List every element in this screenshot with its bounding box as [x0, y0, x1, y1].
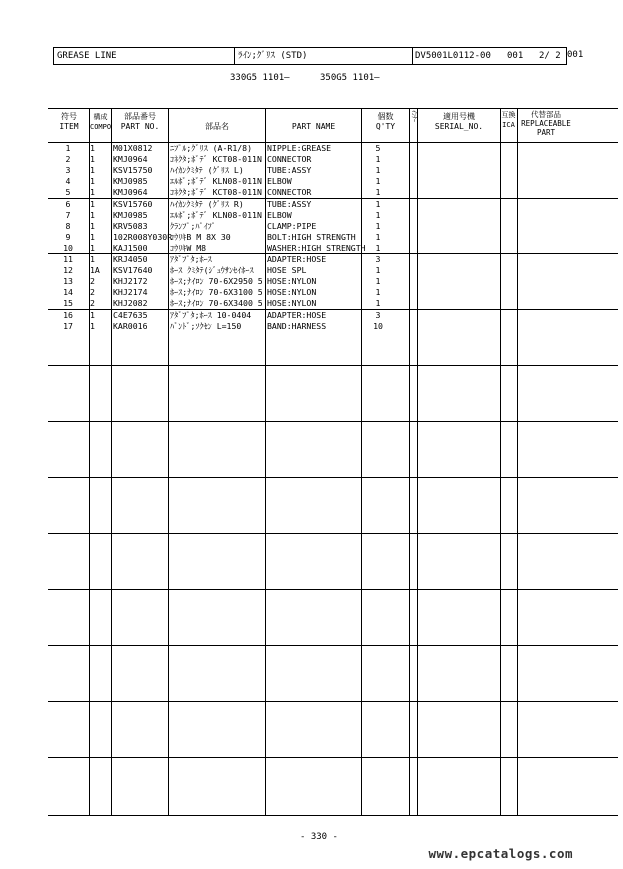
table-row: [0, 287, 623, 298]
part-name: CONNECTOR: [267, 154, 312, 165]
table-row: [0, 232, 623, 243]
compo-code: 1: [90, 320, 95, 331]
compo-code: 1: [90, 176, 95, 187]
table-row: [0, 254, 623, 265]
item-number: 9: [65, 231, 71, 242]
quantity: 1: [375, 287, 381, 298]
table-row: [0, 154, 623, 165]
col-header-qty: 個数 Q'TY: [375, 112, 396, 131]
part-name-jp: ｺﾈｸﾀ;ﾎﾞﾃﾞ KCT08-011N: [170, 154, 262, 165]
item-number: 16: [63, 309, 73, 320]
compo-code: 1: [90, 242, 95, 253]
quantity: 1: [375, 165, 381, 176]
table-row: [0, 243, 623, 254]
table-row: [0, 276, 623, 287]
part-number: KMJ0985: [113, 176, 148, 187]
part-name: WASHER:HIGH STRENGTH: [267, 242, 366, 253]
quantity: 1: [375, 187, 381, 198]
quantity: 1: [375, 176, 381, 187]
compo-code: 1: [90, 209, 95, 220]
table-row: [0, 298, 623, 309]
col-header-jp-name: 部品名: [205, 122, 229, 131]
quantity: 1: [375, 276, 381, 287]
part-name-jp: ｸﾗﾝﾌﾟ;ﾊﾟｲﾌﾟ: [170, 220, 216, 231]
part-name-jp: ｱﾀﾞﾌﾟﾀ;ﾎｰｽ: [170, 254, 212, 264]
item-number: 2: [65, 154, 71, 165]
quantity: 5: [375, 143, 381, 153]
part-name-jp: ﾎｰｽ;ﾅｲﾛﾝ 70-6X3400 5: [170, 298, 263, 309]
part-name-jp: ｺｳﾘｷB M 8X 30: [170, 231, 231, 242]
col-header-ica: 互換 ICA: [501, 111, 516, 129]
col-header-replaceable: 代替部品 REPLACEABLE PART: [521, 110, 571, 137]
table-row: [0, 199, 623, 210]
part-name-jp: ｺｳﾘｷW M8: [170, 242, 207, 253]
quantity: 1: [375, 198, 381, 209]
quantity: 3: [375, 254, 381, 264]
compo-code: 2: [90, 287, 95, 298]
compo-code: 1: [90, 220, 95, 231]
item-number: 13: [63, 276, 73, 287]
model-330g5: 330G5 1101—: [230, 73, 290, 83]
part-number: KAR0016: [113, 320, 148, 331]
item-number: 17: [63, 320, 73, 331]
part-name-jp: ﾎｰｽ ｸﾐﾀﾃ(ｼﾞｭｳｻﾝｾｲﾎｰｽ: [170, 265, 254, 276]
part-number: KSV15750: [113, 165, 153, 176]
part-name: ADAPTER:HOSE: [267, 254, 327, 264]
header-box: [53, 47, 567, 65]
compo-code: 1: [90, 143, 95, 153]
part-name: ELBOW: [267, 176, 292, 187]
compo-code: 1: [90, 154, 95, 165]
item-number: 1: [65, 143, 71, 153]
quantity: 1: [375, 242, 381, 253]
compo-code: 2: [90, 276, 95, 287]
col-header-compo: 構成 COMPO: [90, 113, 112, 131]
table-row: [0, 310, 623, 321]
part-number: M01X0812: [113, 143, 153, 153]
col-header-serial: 適用号機 SERIAL_NO.: [434, 112, 484, 131]
quantity: 1: [375, 154, 381, 165]
table-top-border: [48, 108, 618, 109]
item-number: 14: [63, 287, 73, 298]
quantity: 10: [373, 320, 383, 331]
item-number: 7: [65, 209, 71, 220]
table-bottom-border: [48, 815, 618, 816]
part-number: KHJ2174: [113, 287, 148, 298]
part-number: KMJ0985: [113, 209, 148, 220]
part-name: HOSE:NYLON: [267, 298, 317, 309]
table-row: [0, 143, 623, 154]
item-number: 10: [63, 242, 73, 253]
quantity: 1: [375, 231, 381, 242]
part-name: BOLT:HIGH STRENGTH: [267, 231, 356, 242]
part-name: TUBE:ASSY: [267, 198, 312, 209]
compo-code: 2: [90, 298, 95, 309]
section-title: GREASE LINE: [57, 51, 117, 61]
item-number: 5: [65, 187, 71, 198]
part-name-jp: ｴﾙﾎﾞ;ﾎﾞﾃﾞ KLN08-011N: [170, 209, 262, 220]
part-number: KMJ0964: [113, 154, 148, 165]
part-number: 102R008Y030R: [113, 231, 173, 242]
watermark-link[interactable]: www.epcatalogs.com: [428, 846, 573, 861]
part-number: KRJ4050: [113, 254, 148, 264]
compo-code: 1: [90, 231, 95, 242]
item-number: 3: [65, 165, 71, 176]
compo-code: 1: [90, 254, 95, 264]
document-number: DV5001L0112-00: [415, 51, 491, 61]
part-name: ELBOW: [267, 209, 292, 220]
part-name: TUBE:ASSY: [267, 165, 312, 176]
part-number: KSV15760: [113, 198, 153, 209]
part-number: KHJ2082: [113, 298, 148, 309]
item-number: 8: [65, 220, 71, 231]
col-header-inner-mark: ｲﾝﾅｰ: [410, 110, 417, 123]
compo-code: 1A: [90, 265, 100, 276]
table-row: [0, 176, 623, 187]
page-number: - 330 -: [300, 832, 338, 842]
part-name-jp: ﾊｲｶﾝｸﾐﾀﾃ (ｸﾞﾘｽ R): [170, 198, 244, 209]
part-number: KRV5083: [113, 220, 148, 231]
quantity: 1: [375, 298, 381, 309]
item-number: 4: [65, 176, 71, 187]
table-row: [0, 221, 623, 232]
compo-code: 1: [90, 165, 95, 176]
quantity: 1: [375, 265, 381, 276]
compo-code: 1: [90, 309, 95, 320]
part-name-jp: ﾎｰｽ;ﾅｲﾛﾝ 70-6X2950 5: [170, 276, 263, 287]
part-name-jp: ｺﾈｸﾀ;ﾎﾞﾃﾞ KCT08-011N: [170, 187, 262, 198]
table-row: [0, 265, 623, 276]
part-name-jp: ﾎｰｽ;ﾅｲﾛﾝ 70-6X3100 5: [170, 287, 263, 298]
item-number: 11: [63, 254, 73, 264]
part-number: KSV17640: [113, 265, 153, 276]
section-title-jp: ﾗｲﾝ;ｸﾞﾘｽ (STD): [238, 51, 308, 61]
part-name-jp: ﾊﾞﾝﾄﾞ;ｿｸｾﾝ L=150: [170, 320, 242, 331]
part-name: HOSE SPL: [267, 265, 307, 276]
model-350g5: 350G5 1101—: [320, 73, 380, 83]
compo-code: 1: [90, 198, 95, 209]
table-row: [0, 210, 623, 221]
col-header-item: 符号 ITEM: [59, 112, 79, 131]
item-number: 15: [63, 298, 73, 309]
part-name: CLAMP:PIPE: [267, 220, 317, 231]
quantity: 1: [375, 220, 381, 231]
col-header-part-no: 部品番号 PART NO.: [120, 112, 160, 131]
table-row: [0, 187, 623, 198]
item-number: 12: [63, 265, 73, 276]
table-row: [0, 321, 623, 332]
part-number: KMJ0964: [113, 187, 148, 198]
compo-code: 1: [90, 187, 95, 198]
quantity: 1: [375, 209, 381, 220]
part-number: KAJ1500: [113, 242, 148, 253]
header-suffix: 001: [567, 50, 584, 60]
col-header-part-name: PART NAME: [291, 122, 336, 131]
part-name: CONNECTOR: [267, 187, 312, 198]
page-fraction: 2/ 2: [539, 51, 561, 61]
quantity: 3: [375, 309, 381, 320]
item-number: 6: [65, 198, 71, 209]
table-row: [0, 165, 623, 176]
part-name: HOSE:NYLON: [267, 287, 317, 298]
sheet-code: 001: [507, 51, 524, 61]
part-name: NIPPLE:GREASE: [267, 143, 332, 153]
part-name: ADAPTER:HOSE: [267, 309, 327, 320]
part-name-jp: ﾊｲｶﾝｸﾐﾀﾃ (ｸﾞﾘｽ L): [170, 165, 244, 176]
part-number: KHJ2172: [113, 276, 148, 287]
part-name: BAND:HARNESS: [267, 320, 327, 331]
part-name-jp: ﾆﾌﾟﾙ;ｸﾞﾘｽ (A-R1/8): [170, 143, 253, 153]
part-number: C4E7635: [113, 309, 148, 320]
part-name: HOSE:NYLON: [267, 276, 317, 287]
part-name-jp: ｱﾀﾞﾌﾟﾀ;ﾎｰｽ 10-0404: [170, 309, 252, 320]
part-name-jp: ｴﾙﾎﾞ;ﾎﾞﾃﾞ KLN08-011N: [170, 176, 262, 187]
